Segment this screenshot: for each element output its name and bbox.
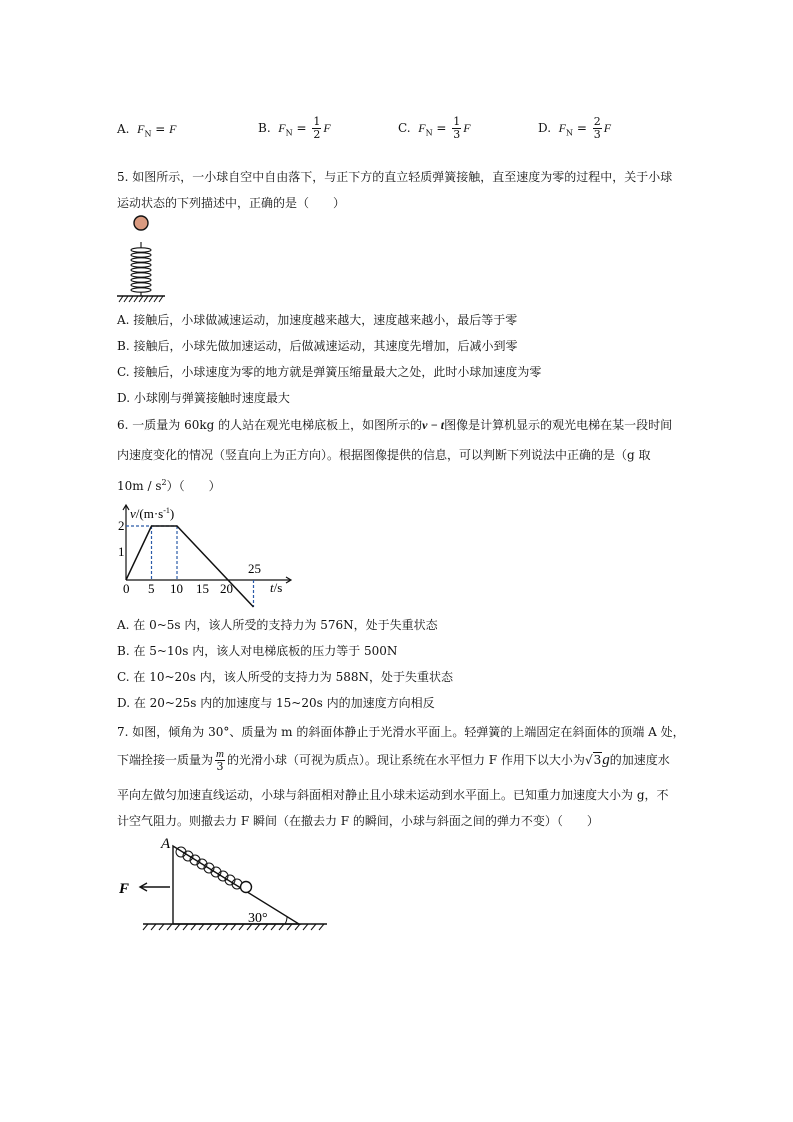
x-tick-5: 5	[148, 581, 155, 596]
sqrt-symbol: √	[584, 753, 593, 767]
q7-stem-line-4: 计空气阻力。则撤去力 F 瞬间（在撤去力 F 的瞬间，小球与斜面之间的弹力不变）（ ）	[117, 814, 599, 828]
q4-option-b: B. $F_N$ = $\frac{1}{2}$ F	[258, 115, 331, 141]
q6-stem-line-2: 内速度变化的情况（竖直向上为正方向）。根据图像提供的信息，可以判断下列说法中正确的是（g 取	[117, 448, 651, 462]
angle-label: 30°	[248, 911, 268, 926]
q6-stem-line-3: $10m / s^2$）（ ）	[117, 478, 221, 493]
q5-option-c: C. 接触后，小球速度为零的地方就是弹簧压缩量最大之处，此时小球加速度为零	[117, 365, 542, 379]
q5-option-b: B. 接触后，小球先做加速运动，后做减速运动，其速度先增加，后减小到零	[117, 339, 518, 353]
x-tick-15: 15	[196, 581, 209, 596]
x-axis-label: t/s	[270, 580, 283, 595]
q6-option-c: C. 在 10~20s 内，该人所受的支持力为 588N，处于失重状态	[117, 670, 453, 684]
y-tick-2: 2	[118, 518, 125, 533]
x-tick-0: 0	[123, 581, 130, 596]
y-axis-label: $v/(m\cdot s^{-1})$	[130, 506, 175, 521]
q5-stem-line-1: 5. 如图所示，一小球自空中自由落下，与正下方的直立轻质弹簧接触，直至速度为零的过程中，关于小球	[117, 170, 673, 184]
q7-stem-line-2: 下端拴接一质量为 $\frac{m}{3}$ 的光滑小球（可视为质点）。现让系统在水平恒力 F 作用下以大小为√3g的加速度水	[117, 748, 670, 773]
q5-option-a: A. 接触后，小球做减速运动，加速度越来越大，速度越来越小，最后等于零	[117, 313, 518, 327]
x-tick-25: 25	[248, 561, 261, 576]
angle-arc	[285, 917, 287, 924]
q5-stem-line-2: 运动状态的下列描述中，正确的是（ ）	[117, 196, 346, 210]
q7-stem-line-1: 7. 如图，倾角为 30°、质量为 m 的斜面体静止于光滑水平面上。轻弹簧的上端固定在斜面体的顶端 A 处，	[117, 725, 685, 739]
y-tick-1: 1	[118, 544, 125, 559]
q4-option-a: A. $F_N = F$	[117, 122, 177, 139]
ball-icon	[241, 882, 252, 893]
q4-option-d: D. $F_N$ = $\frac{2}{3}$ F	[538, 115, 612, 141]
x-tick-10: 10	[170, 581, 183, 596]
velocity-series-line	[126, 526, 254, 607]
incline-block	[173, 846, 299, 924]
spring-icon	[131, 242, 151, 296]
q6-vt-graph	[110, 500, 310, 610]
q6-option-d: D. 在 20~25s 内的加速度与 15~20s 内的加速度方向相反	[117, 696, 435, 710]
q7-stem-line-3: 平向左做匀加速直线运动，小球与斜面相对静止且小球未运动到水平面上。已知重力加速度大小为 g，不	[117, 788, 669, 802]
ground-hatch-icon	[117, 296, 165, 302]
q7-incline-figure	[115, 830, 335, 935]
ground-hatch-icon	[143, 924, 324, 930]
q6-stem-line-1: 6. 一质量为 60kg 的人站在观光电梯底板上，如图所示的v − t图像是计算机显示的观光电梯在某一段时间	[117, 418, 673, 432]
force-arrow-icon	[140, 883, 170, 891]
q5-spring-ball-figure	[115, 212, 175, 304]
q6-option-a: A. 在 0~5s 内，该人所受的支持力为 576N，处于失重状态	[117, 618, 438, 632]
q6-option-b: B. 在 5~10s 内，该人对电梯底板的压力等于 500N	[117, 644, 398, 658]
ball-icon	[134, 216, 148, 230]
q5-option-d: D. 小球刚与弹簧接触时速度最大	[117, 391, 290, 405]
force-label-f: F	[119, 881, 130, 897]
x-tick-20: 20	[220, 581, 233, 596]
vertex-label-a: A	[161, 836, 171, 852]
q4-option-c: C. $F_N$ = $\frac{1}{3}$ F	[398, 115, 471, 141]
